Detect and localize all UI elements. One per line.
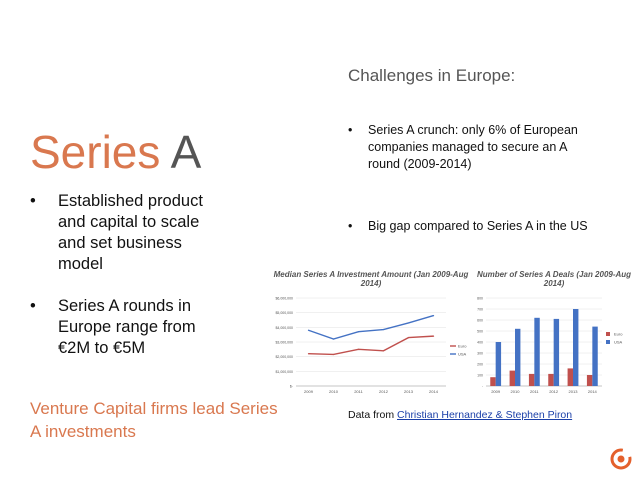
y-tick-label: $4,000,000 [275, 325, 293, 330]
x-tick-label: 2013 [568, 389, 578, 394]
data-point-usa [383, 329, 384, 330]
data-point-usa [358, 331, 359, 332]
target-logo-icon [610, 448, 632, 475]
x-tick-label: 2010 [329, 389, 338, 394]
x-tick-label: 2012 [379, 389, 388, 394]
right-bullet-2: • Big gap compared to Series A in the US [348, 218, 588, 235]
legend-label: Euro [458, 343, 467, 349]
title-word-series: Series [30, 126, 161, 178]
y-tick-label: 800 [477, 296, 483, 301]
y-tick-label: 200 [477, 362, 483, 367]
bar-chart-panel [474, 270, 634, 394]
bar-euro [510, 371, 515, 386]
bar-chart-title: Number of Series A Deals (Jan 2009-Aug 2014) [476, 270, 632, 288]
bar-usa [496, 342, 501, 386]
bar-usa [554, 319, 559, 386]
y-tick-label: 500 [477, 329, 483, 334]
legend-label: USA [458, 351, 467, 357]
source-credit [348, 408, 608, 423]
data-point-euro [383, 350, 384, 351]
y-tick-label: 600 [477, 318, 483, 323]
data-point-euro [333, 354, 334, 355]
bar-euro [529, 374, 534, 386]
y-tick-label: $6,000,000 [275, 296, 293, 301]
source-prefix: Data from [348, 409, 398, 421]
x-tick-label: 2013 [404, 389, 413, 394]
bar-usa [515, 329, 520, 386]
slide-title [30, 126, 201, 178]
challenges-heading: Challenges in Europe: [348, 66, 516, 85]
y-tick-label: $2,000,000 [275, 355, 293, 360]
series-line-euro [309, 336, 434, 354]
data-point-usa [433, 315, 434, 316]
y-tick-label: $3,000,000 [275, 340, 293, 345]
y-tick-label: - [481, 384, 483, 389]
data-point-euro [358, 349, 359, 350]
y-tick-label: $1,000,000 [275, 369, 293, 374]
left-bullet-list [30, 191, 220, 380]
x-tick-label: 2009 [491, 389, 501, 394]
legend-label: Euro [614, 331, 623, 337]
bar-euro [568, 368, 573, 386]
line-chart-panel [268, 270, 474, 394]
y-tick-label: 400 [477, 340, 483, 345]
x-tick-label: 2011 [354, 389, 363, 394]
line-chart [268, 288, 474, 398]
data-point-usa [308, 330, 309, 331]
y-tick-label: 100 [477, 373, 483, 378]
data-point-euro [408, 337, 409, 338]
y-tick-label: 700 [477, 307, 483, 312]
bar-usa [534, 318, 539, 386]
legend-swatch [606, 332, 610, 336]
y-tick-label: 300 [477, 351, 483, 356]
bar-usa [592, 327, 597, 386]
x-tick-label: 2011 [530, 389, 539, 394]
legend-swatch [606, 340, 610, 344]
legend-label: USA [614, 339, 623, 345]
title-word-a: A [170, 126, 202, 178]
data-point-euro [308, 353, 309, 354]
right-bullet-list [348, 122, 588, 280]
data-point-usa [333, 338, 334, 339]
bar-chart [474, 288, 634, 398]
source-link[interactable]: Christian Hernandez & Stephen Piron [397, 409, 573, 421]
data-point-usa [408, 322, 409, 323]
y-tick-label: $5,000,000 [275, 311, 293, 316]
y-tick-label: $- [289, 384, 293, 389]
x-tick-label: 2012 [549, 389, 559, 394]
x-tick-label: 2009 [304, 389, 313, 394]
x-tick-label: 2010 [510, 389, 520, 394]
bar-euro [548, 374, 553, 386]
left-bullet-2: • Series A rounds in Europe range from €2M to €5M [30, 296, 220, 359]
x-tick-label: 2014 [587, 389, 597, 394]
bar-euro [587, 375, 592, 386]
bar-euro [490, 377, 495, 386]
line-chart-title: Median Series A Investment Amount (Jan 2009-Aug 2014) [273, 270, 469, 288]
bar-usa [573, 309, 578, 386]
right-bullet-1: • Series A crunch: only 6% of European companies managed to secure an A round (2009-2014) [348, 122, 588, 173]
x-tick-label: 2014 [429, 389, 438, 394]
data-point-euro [433, 336, 434, 337]
footer-note: Venture Capital firms lead Series A investments [30, 399, 278, 441]
left-bullet-1: • Established product and capital to scale and set business model [30, 191, 220, 275]
